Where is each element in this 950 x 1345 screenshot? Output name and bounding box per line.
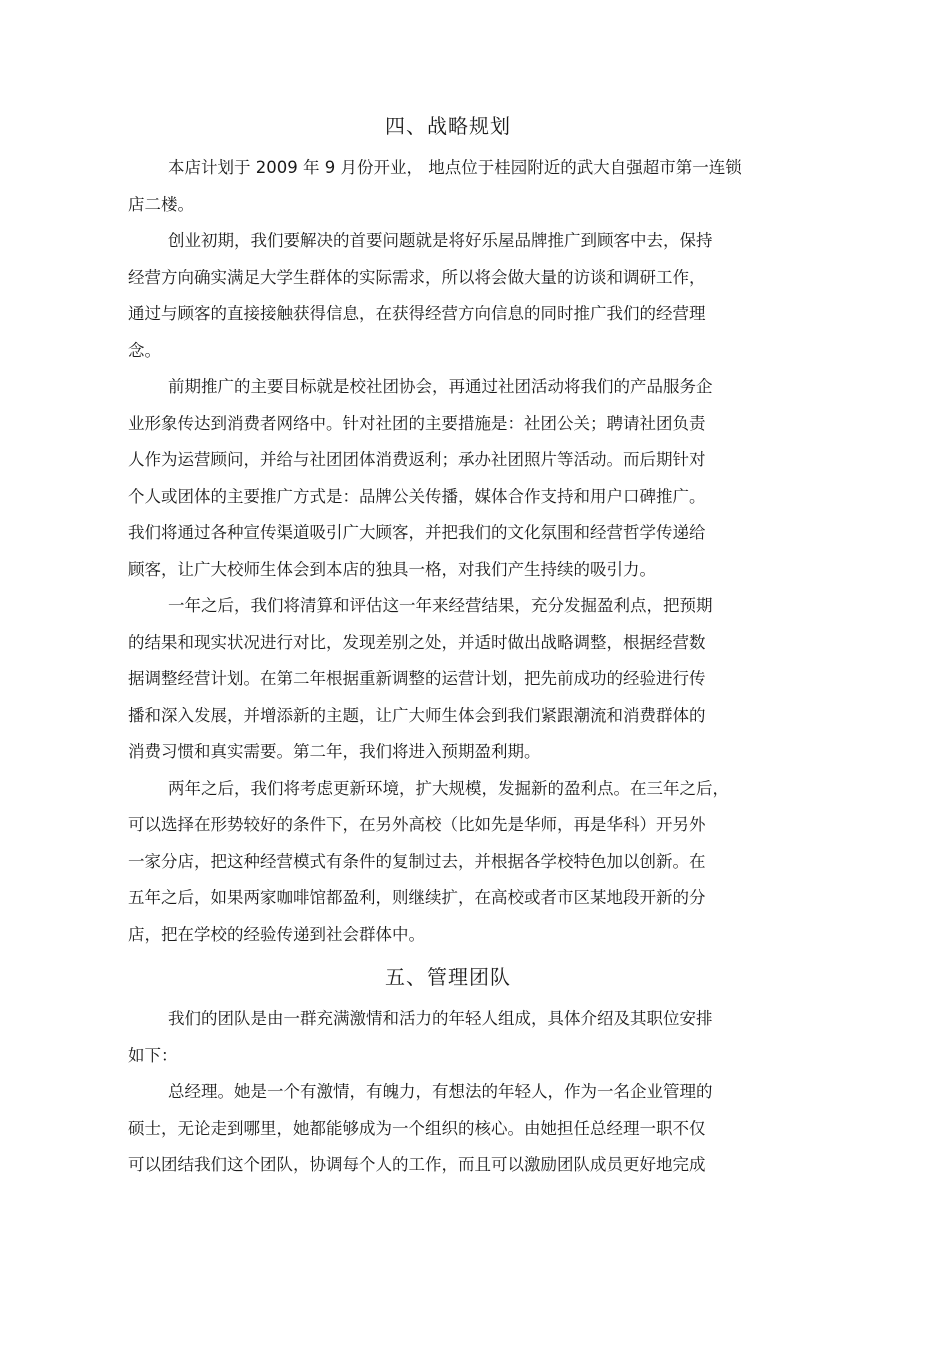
paragraph: [128, 150, 768, 223]
paragraph: [128, 1001, 768, 1074]
text-line: 人作为运营顾问，并给与社团团体消费返利；承办社团照片等活动。而后期针对: [128, 450, 706, 469]
text-line: 据调整经营计划。在第二年根据重新调整的运营计划，把先前成功的经验进行传: [128, 669, 706, 688]
text-line: 消费习惯和真实需要。第二年，我们将进入预期盈利期。: [128, 742, 541, 761]
section-heading: 五、管理团队: [385, 965, 511, 989]
section-heading: 四、战略规划: [385, 114, 511, 138]
text-line: 两年之后，我们将考虑更新环境，扩大规模，发掘新的盈利点。在三年之后，: [168, 778, 729, 798]
text-line: 经营方向确实满足大学生群体的实际需求，所以将会做大量的访谈和调研工作，: [128, 267, 706, 287]
document-page: [128, 108, 768, 1184]
section-body: [128, 1001, 768, 1184]
text-line: 总经理。她是一个有激情，有魄力，有想法的年轻人，作为一名企业管理的: [168, 1082, 713, 1101]
text-line: 一家分店，把这种经营模式有条件的复制过去，并根据各学校特色加以创新。在: [128, 851, 706, 871]
text-line: 业形象传达到消费者网络中。针对社团的主要措施是：社团公关；聘请社团负责: [128, 413, 706, 433]
text-line: 创业初期，我们要解决的首要问题就是将好乐屋品牌推广到顾客中去，保持: [168, 231, 713, 250]
text-line: 本店计划于 2009 年 9 月份开业， 地点位于桂园附近的武大自强超市第一连锁: [168, 158, 742, 177]
text-line: 我们将通过各种宣传渠道吸引广大顾客，并把我们的文化氛围和经营哲学传递给: [128, 523, 706, 542]
text-line: 店二楼。: [128, 194, 194, 214]
text-line: 念。: [128, 340, 161, 360]
text-line: 顾客，让广大校师生体会到本店的独具一格，对我们产生持续的吸引力。: [128, 559, 656, 579]
text-line: 可以团结我们这个团队，协调每个人的工作，而且可以激励团队成员更好地完成: [128, 1155, 706, 1174]
paragraph: [128, 369, 768, 588]
text-line: 硕士，无论走到哪里，她都能够成为一个组织的核心。由她担任总经理一职不仅: [128, 1118, 706, 1138]
text-line: 通过与顾客的直接接触获得信息，在获得经营方向信息的同时推广我们的经营理: [128, 304, 706, 323]
paragraph: [128, 588, 768, 771]
text-line: 个人或团体的主要推广方式是：品牌公关传播，媒体合作支持和用户口碑推广。: [128, 486, 706, 506]
paragraph: [128, 223, 768, 369]
section-body: [128, 150, 768, 953]
text-line: 的结果和现实状况进行对比，发现差别之处，并适时做出战略调整，根据经营数: [128, 632, 706, 652]
paragraph: [128, 771, 768, 954]
text-line: 可以选择在形势较好的条件下，在另外高校（比如先是华师，再是华科）开另外: [128, 815, 706, 834]
text-line: 我们的团队是由一群充满激情和活力的年轻人组成，具体介绍及其职位安排: [168, 1009, 713, 1028]
text-line: 五年之后，如果两家咖啡馆都盈利，则继续扩，在高校或者市区某地段开新的分: [128, 888, 706, 907]
paragraph: [128, 1074, 768, 1184]
text-line: 如下：: [128, 1045, 178, 1065]
text-line: 店，把在学校的经验传递到社会群体中。: [128, 924, 425, 944]
text-line: 一年之后，我们将清算和评估这一年来经营结果，充分发掘盈利点，把预期: [168, 596, 713, 615]
text-line: 前期推广的主要目标就是校社团协会，再通过社团活动将我们的产品服务企: [168, 377, 713, 396]
text-line: 播和深入发展，并增添新的主题，让广大师生体会到我们紧跟潮流和消费群体的: [128, 705, 706, 725]
